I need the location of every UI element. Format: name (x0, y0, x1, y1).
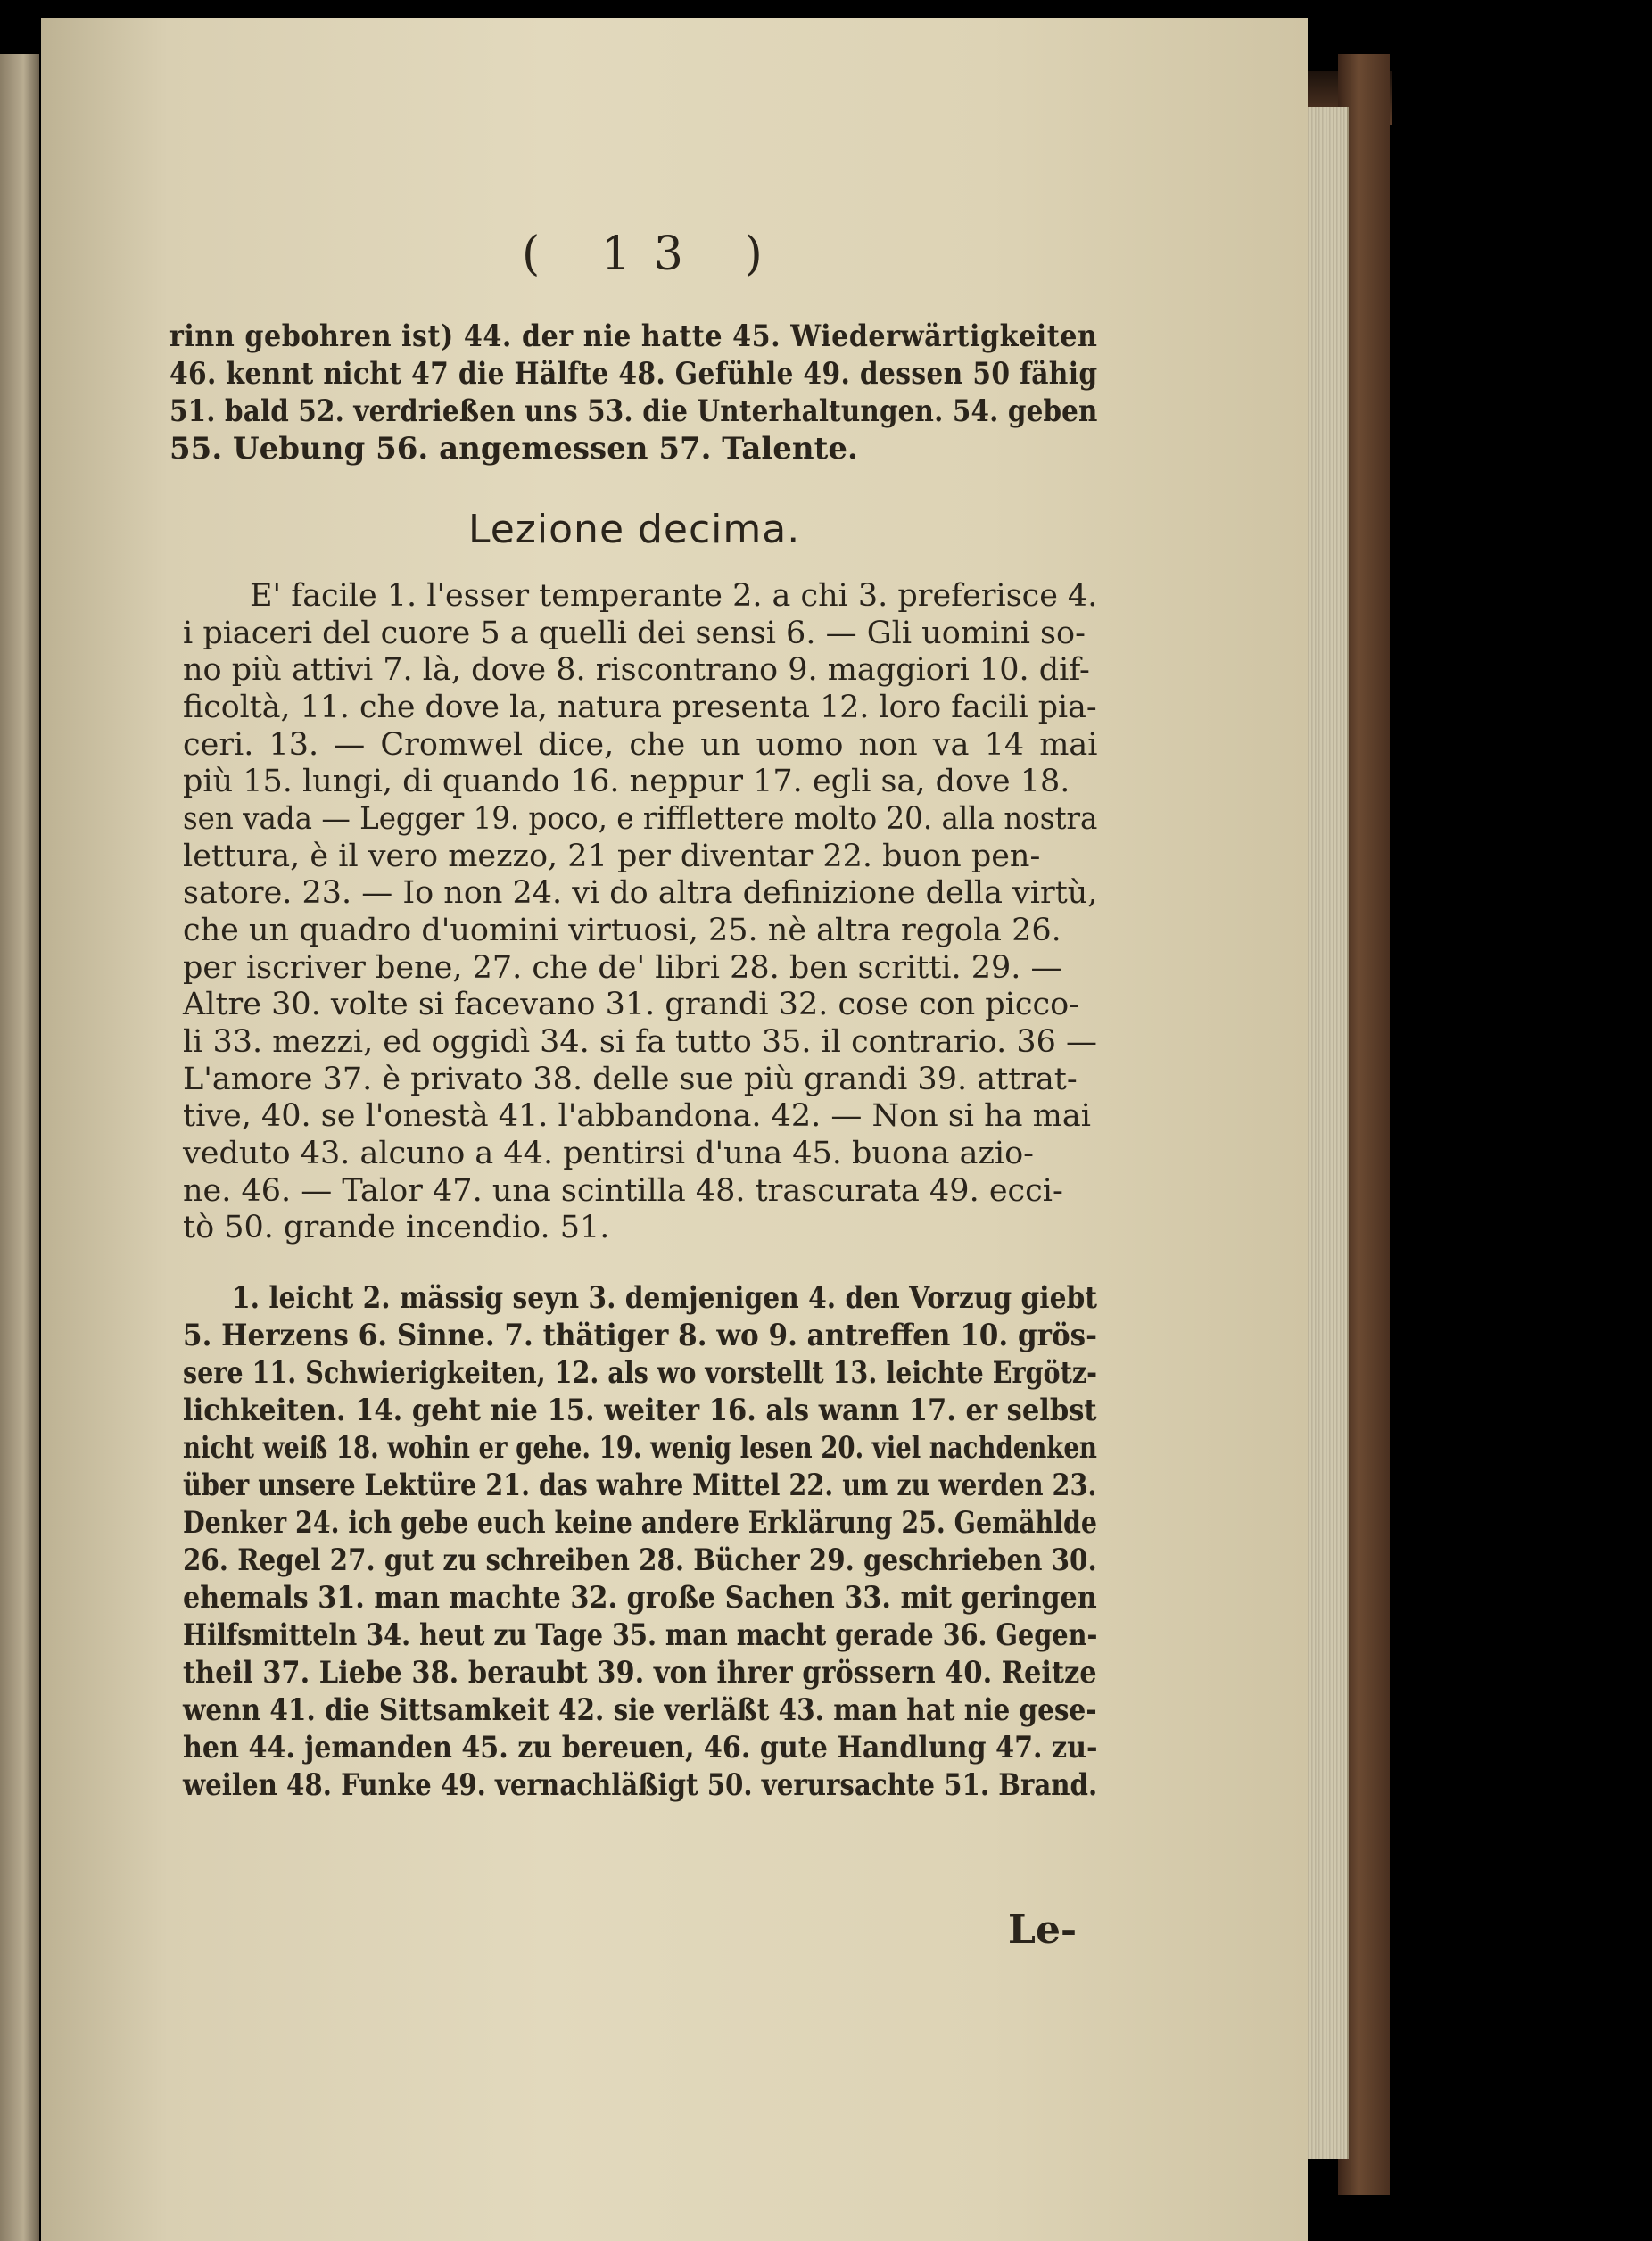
german-top-line: 46. kennt nicht 47 die Hälfte 48. Gefühle 49. dessen 50 fähig (169, 356, 1098, 392)
lesson-heading: Lezione decima. (468, 507, 801, 552)
german-bottom-line: Denker 24. ich gebe euch keine andere Erklärung 25. Gemählde (183, 1505, 1097, 1541)
italian-line: veduto 43. alcuno a 44. pentirsi d'una 45. buona azio- (183, 1136, 1034, 1171)
italian-line: i piaceri del cuore 5 a quelli dei sensi 6. — Gli uomini so- (183, 616, 1086, 651)
italian-line: più 15. lungi, di quando 16. neppur 17. egli sa, dove 18. (183, 764, 1070, 799)
german-bottom-line: sere 11. Schwierigkeiten, 12. als wo vorstellt 13. leichte Ergötz- (183, 1355, 1097, 1391)
italian-line: ne. 46. — Talor 47. una scintilla 48. trascurata 49. ecci- (183, 1173, 1063, 1209)
german-bottom-line: lichkeiten. 14. geht nie 15. weiter 16. als wann 17. er selbst (183, 1393, 1097, 1428)
italian-line: Altre 30. volte si facevano 31. grandi 32. cose con picco- (183, 987, 1079, 1022)
page-number: ( 13 ) (522, 227, 786, 281)
german-bottom-line: 5. Herzens 6. Sinne. 7. thätiger 8. wo 9. antreffen 10. grös- (183, 1318, 1098, 1353)
german-top-line: 55. Uebung 56. angemessen 57. Talente. (169, 431, 858, 467)
german-top-line: rinn gebohren ist) 44. der nie hatte 45. Wiederwärtigkeiten (169, 318, 1098, 354)
italian-line: per iscriver bene, 27. che de' libri 28. ben scritti. 29. — (183, 950, 1062, 986)
italian-line: ceri. 13. — Cromwel dice, che un uomo non va 14 mai (183, 727, 1098, 763)
italian-line: li 33. mezzi, ed oggidì 34. si fa tutto 35. il contrario. 36 — (183, 1024, 1097, 1060)
catchword: Le- (1008, 1907, 1078, 1953)
italian-line: satore. 23. — Io non 24. vi do altra definizione della virtù, (183, 875, 1098, 911)
italian-line: E' facile 1. l'esser temperante 2. a chi 3. preferisce 4. (250, 578, 1098, 614)
german-bottom-line: ehemals 31. man machte 32. große Sachen 33. mit geringen (183, 1580, 1097, 1616)
left-facing-page-edge (0, 54, 39, 2241)
italian-line: tò 50. grande incendio. 51. (183, 1210, 610, 1245)
german-bottom-line: weilen 48. Funke 49. vernachläßigt 50. verursachte 51. Brand. (183, 1767, 1098, 1803)
italian-line: che un quadro d'uomini virtuosi, 25. nè altra regola 26. (183, 913, 1061, 948)
italian-line: sen vada — Legger 19. poco, e rifflettere molto 20. alla nostra (183, 801, 1098, 837)
italian-line: lettura, è il vero mezzo, 21 per diventar 22. buon pen- (183, 839, 1041, 874)
german-top-line: 51. bald 52. verdrießen uns 53. die Unterhaltungen. 54. geben (169, 393, 1098, 429)
german-bottom-line: wenn 41. die Sittsamkeit 42. sie verläßt 43. man hat nie gese- (183, 1692, 1097, 1728)
italian-line: L'amore 37. è privato 38. delle sue più grandi 39. attrat- (183, 1062, 1078, 1097)
german-bottom-line: theil 37. Liebe 38. beraubt 39. von ihrer grössern 40. Reitze (183, 1655, 1097, 1691)
german-bottom-line: 1. leicht 2. mässig seyn 3. demjenigen 4. den Vorzug giebt (232, 1280, 1097, 1316)
german-bottom-line: 26. Regel 27. gut zu schreiben 28. Bücher 29. geschrieben 30. (183, 1542, 1097, 1578)
german-bottom-line: Hilfsmitteln 34. heut zu Tage 35. man macht gerade 36. Gegen- (183, 1617, 1098, 1653)
italian-line: no più attivi 7. là, dove 8. riscontrano 9. maggiori 10. dif- (183, 652, 1090, 688)
italian-line: tive, 40. se l'onestà 41. l'abbandona. 42. — Non si ha mai (183, 1098, 1091, 1134)
german-bottom-line: hen 44. jemanden 45. zu bereuen, 46. gute Handlung 47. zu- (183, 1730, 1098, 1766)
german-bottom-line: nicht weiß 18. wohin er gehe. 19. wenig lesen 20. viel nachdenken (183, 1430, 1097, 1466)
italian-line: ficoltà, 11. che dove la, natura presenta 12. loro facili pia- (183, 690, 1097, 725)
german-bottom-line: über unsere Lektüre 21. das wahre Mittel 22. um zu werden 23. (183, 1468, 1097, 1503)
